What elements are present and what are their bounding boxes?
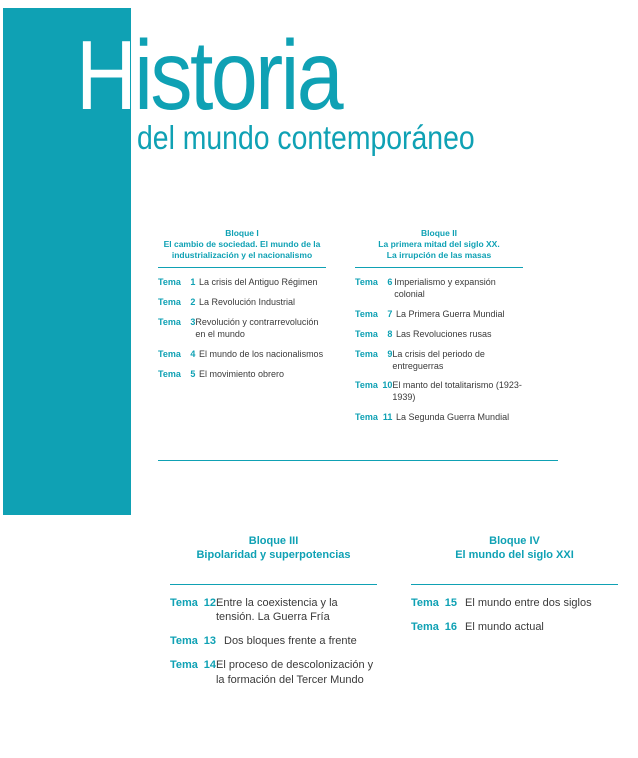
tema-title: El mundo entre dos siglos — [465, 596, 592, 609]
block-4-name: Bloque IV — [489, 535, 540, 547]
block-1-rule — [158, 267, 326, 268]
tema-label: Tema — [158, 316, 181, 327]
tema-title: Entre la coexistencia y la tensión. La Guerra Fría — [215, 596, 338, 623]
tema-item[interactable] — [355, 349, 523, 373]
tema-item[interactable] — [355, 380, 523, 404]
tema-title: El mundo de los nacionalismos — [199, 348, 324, 359]
tema-label: Tema — [355, 328, 378, 339]
block-4-heading — [411, 534, 618, 563]
book-subtitle: del mundo contemporáneo — [137, 119, 475, 156]
block-2-heading-line: La irrupción de las masas — [386, 250, 492, 261]
tema-title: El proceso de descolonización y la formación del Tercer Mundo — [215, 659, 374, 686]
tema-item[interactable] — [170, 596, 377, 625]
block-2 — [355, 228, 523, 432]
tema-number: 2 — [190, 297, 196, 308]
tema-label: Tema — [355, 380, 378, 391]
tema-item[interactable] — [355, 277, 523, 301]
block-1-tema-list — [158, 277, 326, 380]
block-1-heading — [158, 228, 326, 261]
tema-label: Tema — [170, 635, 198, 648]
tema-label: Tema — [158, 297, 181, 308]
block-3-tema-list — [170, 596, 377, 687]
tema-item[interactable] — [158, 369, 326, 381]
tema-item[interactable] — [355, 309, 523, 321]
tema-title: La Revolución Industrial — [199, 297, 296, 308]
tema-title: Dos bloques frente a frente — [224, 635, 357, 648]
tema-label: Tema — [170, 596, 198, 609]
tema-label: Tema — [158, 348, 181, 359]
block-1 — [158, 228, 326, 388]
tema-item[interactable] — [411, 596, 618, 610]
tema-number: 11 — [382, 412, 393, 423]
tema-number: 10 — [382, 380, 393, 391]
tema-number: 8 — [387, 328, 393, 339]
tema-number: 5 — [190, 368, 196, 379]
tema-number: 15 — [444, 596, 457, 609]
block-3-heading — [170, 534, 377, 563]
book-title — [76, 20, 342, 130]
block-2-rule — [355, 267, 523, 268]
tema-item[interactable] — [158, 277, 326, 289]
block-3-name: Bloque III — [248, 535, 299, 547]
tema-label: Tema — [158, 368, 181, 379]
tema-title: Revolución y contrarrevolución en el mundo — [195, 316, 319, 339]
tema-title: Imperialismo y expansión colonial — [394, 277, 496, 300]
tema-label: Tema — [158, 277, 181, 288]
block-3-heading-line: Bipolaridad y superpotencias — [196, 549, 351, 562]
block-1-name: Bloque I — [225, 228, 259, 238]
tema-number: 9 — [387, 348, 393, 359]
tema-title: El mundo actual — [465, 620, 544, 633]
tema-label: Tema — [170, 659, 198, 672]
tema-number: 13 — [203, 635, 216, 648]
tema-number: 12 — [203, 596, 216, 609]
section-divider — [158, 460, 558, 461]
block-4 — [411, 534, 618, 644]
block-4-rule — [411, 584, 618, 585]
block-2-tema-list — [355, 277, 523, 424]
tema-item[interactable] — [158, 349, 326, 361]
tema-number: 3 — [190, 316, 196, 327]
tema-item[interactable] — [170, 634, 377, 648]
tema-number: 7 — [387, 308, 393, 319]
tema-item[interactable] — [170, 658, 377, 687]
tema-label: Tema — [355, 308, 378, 319]
block-1-heading-line: industrialización y el nacionalismo — [171, 250, 313, 261]
tema-item[interactable] — [411, 620, 618, 634]
tema-title: Las Revoluciones rusas — [396, 328, 492, 339]
block-4-heading-line: El mundo del siglo XXI — [455, 549, 574, 562]
tema-item[interactable] — [158, 317, 326, 341]
tema-item[interactable] — [355, 329, 523, 341]
tema-label: Tema — [355, 277, 378, 288]
block-3 — [170, 534, 377, 697]
tema-number: 1 — [190, 277, 196, 288]
block-2-heading — [355, 228, 523, 261]
tema-title: El movimiento obrero — [199, 368, 285, 379]
tema-title: La crisis del periodo de entreguerras — [392, 348, 485, 371]
tema-label: Tema — [355, 412, 378, 423]
tema-label: Tema — [411, 596, 439, 609]
tema-title: El manto del totalitarismo (1923-1939) — [392, 380, 522, 403]
tema-item[interactable] — [158, 297, 326, 309]
tema-label: Tema — [355, 348, 378, 359]
block-3-rule — [170, 584, 377, 585]
tema-number: 6 — [387, 277, 393, 288]
block-2-name: Bloque II — [421, 228, 457, 238]
tema-label: Tema — [411, 620, 439, 633]
block-1-heading-line: El cambio de sociedad. El mundo de la — [163, 239, 321, 250]
tema-number: 4 — [190, 348, 196, 359]
title-initial: H — [76, 20, 135, 130]
tema-number: 16 — [444, 620, 457, 633]
block-2-heading-line: La primera mitad del siglo XX. — [378, 239, 500, 250]
tema-title: La Segunda Guerra Mundial — [396, 412, 510, 423]
tema-item[interactable] — [355, 412, 523, 424]
tema-title: La Primera Guerra Mundial — [396, 308, 505, 319]
title-rest: istoria — [134, 20, 342, 130]
block-4-tema-list — [411, 596, 618, 635]
tema-title: La crisis del Antiguo Régimen — [199, 277, 318, 288]
tema-number: 14 — [203, 659, 216, 672]
